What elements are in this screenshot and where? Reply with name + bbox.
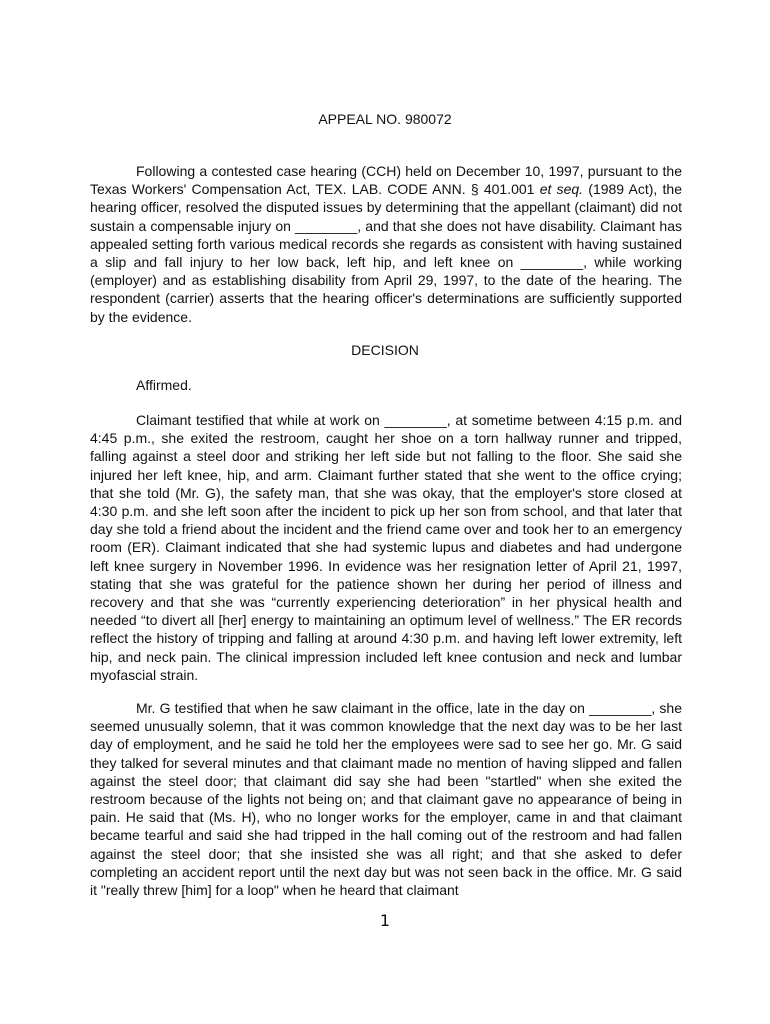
testimony-paragraph: Claimant testified that while at work on ________, at sometime between 4:15 p.m. and 4:45 p.m., she exited the restroom, caught her shoe on a torn hallway runner and tripped, falling against a steel door and striking her left side but not falling to the floor. She said she injured her left knee, hip, and arm. Claimant further stated that she went to the office crying; that she told (Mr. G), the safety man, that she was okay, that the employer's store closed at 4:30 p.m. and she left soon after the incident to pick up her son from school, and that later that day she told a friend about the incident and the friend came over and took her to an emergency room (ER). Claimant indicated that she had systemic lupus and diabetes and had undergone left knee surgery in November 1996. In evidence was her resignation letter of April 21, 1997, stating that she was grateful for the patience shown her during her period of illness and recovery and that she was “currently experiencing deterioration” in her physical health and needed “to divert all [her] energy to maintaining an optimum level of wellness.” The ER records reflect the history of tripping and falling at around 4:30 p.m. and having left lower extremity, left hip, and neck pain. The clinical impression included left knee contusion and neck and lumbar myofascial strain. <box>90 412 682 683</box>
decision-heading: DECISION <box>351 342 419 358</box>
intro-text-part1: Following a contested case hearing (CCH) held on December 10, 1997, pursuant to the Texas Workers' Compensation Act, TEX. LAB. CODE ANN. § 401.001 <box>90 163 682 198</box>
appeal-title: APPEAL NO. 980072 <box>318 111 452 127</box>
page-number: 1 <box>379 911 391 930</box>
intro-text-part2: (1989 Act), the hearing officer, resolved the disputed issues by determining that the appellant (claimant) did not sustain a compensable injury on ________, and that she does not have disability. Claimant has appealed setting forth various medical records she regards as consistent with having sustained a slip and fall injury to her low back, left hip, and left knee on ________, while working (employer) and as establishing disability from April 29, 1997, to the date of the hearing. The respondent (carrier) asserts that the hearing officer's determinations are sufficiently supported by the evidence. <box>90 181 683 325</box>
intro-text-italic: et seq. <box>539 181 584 198</box>
intro-paragraph <box>90 162 682 326</box>
witness-paragraph: Mr. G testified that when he saw claimant in the office, late in the day on ________, she seemed unusually solemn, that it was common knowledge that the next day was to be her last day of employment, and he said he told her the employees were sad to see her go. Mr. G said they talked for several minutes and that claimant made no mention of having slipped and fallen against the steel door; that claimant did say she had been "startled" when she exited the restroom because of the lights not being on; and that claimant gave no appearance of being in pain. He said that (Ms. H), who no longer works for the employer, came in and that claimant became tearful and said she had tripped in the hall coming out of the restroom and had fallen against the steel door; that she insisted she was all right; and that she asked to defer completing an accident report until the next day but was not seen back in the office. Mr. G said it "really threw [him] for a loop" when he heard that claimant <box>90 700 682 899</box>
affirmed-text: Affirmed. <box>136 377 192 393</box>
